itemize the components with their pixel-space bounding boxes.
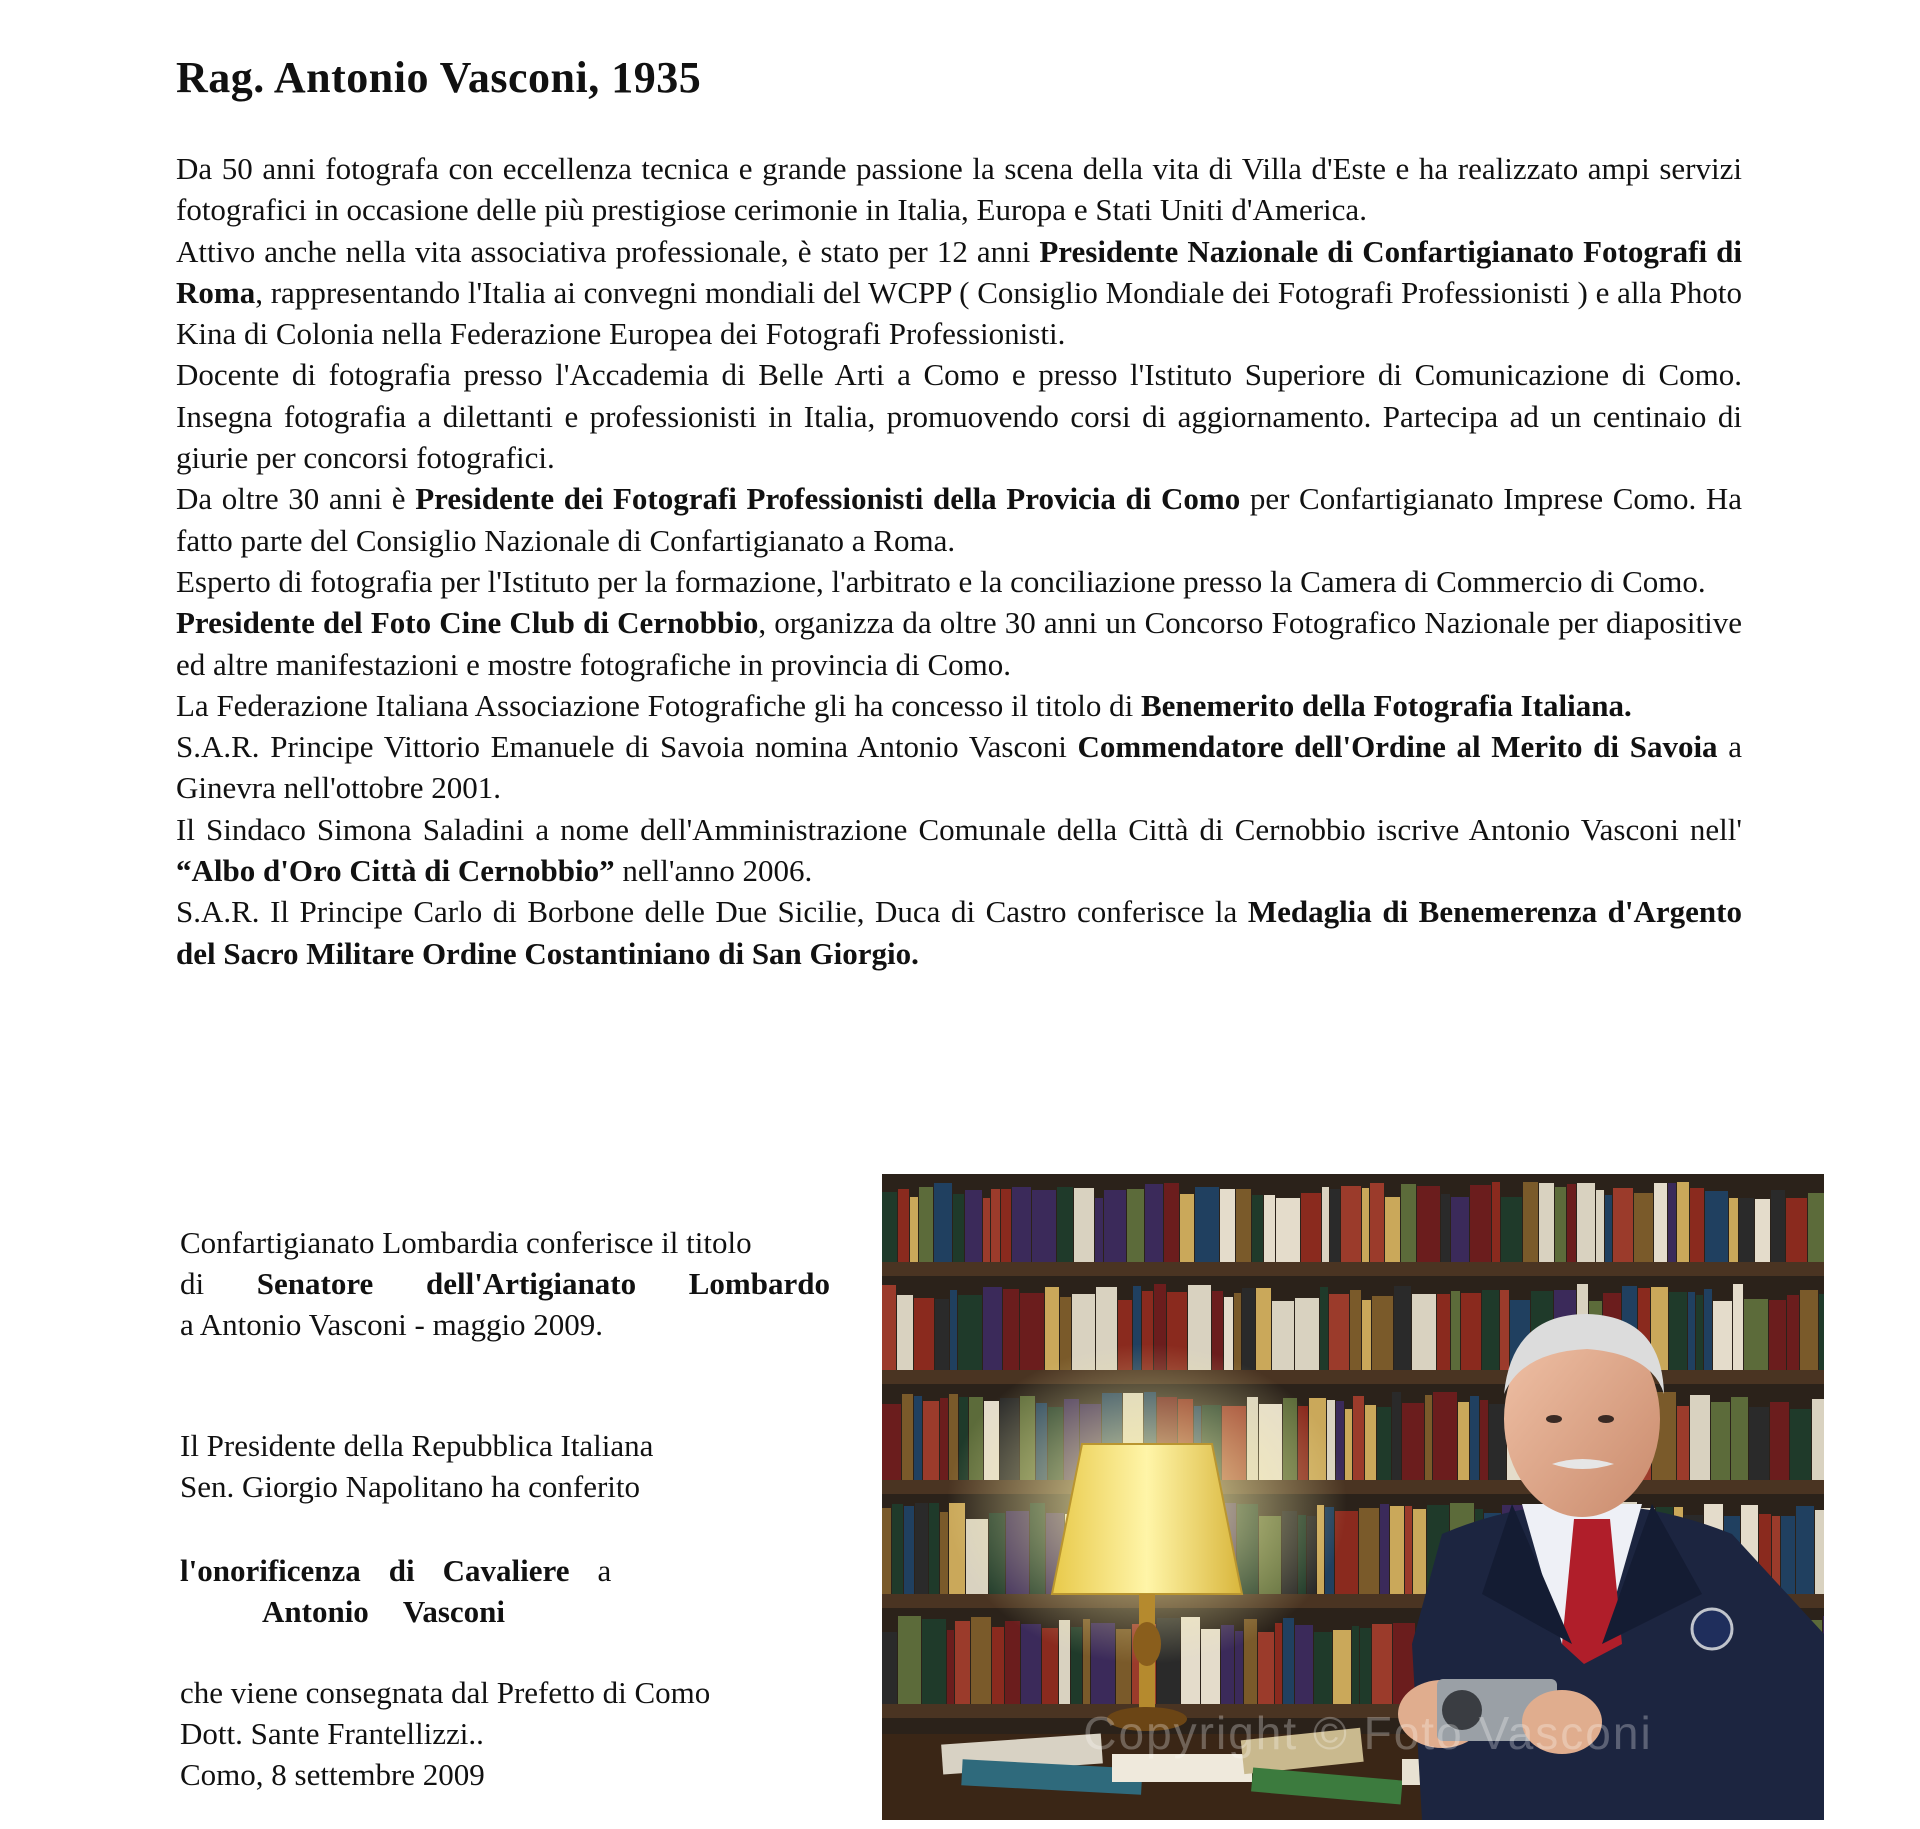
book-spine [882, 1508, 891, 1594]
bio-paragraph: Da 50 anni fotografa con eccellenza tecnica e grande passione la scena della vita di Villa d'Este e ha realizzato ampi servizi fotografici in occasione delle più prestigiose cerimonie in Italia, Europa e Stati Uniti d'America. [176, 151, 1742, 228]
bio-paragraph: S.A.R. Il Principe Carlo di Borbone delle Due Sicilie, Duca di Castro conferisce la Medaglia di Benemerenza d'Argento del Sacro Militare Ordine Costantiniano di San Giorgio. [176, 894, 1742, 971]
book-spine [991, 1189, 1000, 1262]
book-spine [1164, 1183, 1179, 1262]
book-spine [1256, 1288, 1271, 1370]
book-spine [1781, 1516, 1795, 1594]
book-spine [902, 1394, 913, 1480]
book-spine [1492, 1182, 1500, 1262]
cavaliere-title-line: l'onorificenza di Cavaliere a [180, 1553, 612, 1588]
book-spine [1320, 1287, 1328, 1370]
book-spine [1755, 1199, 1770, 1262]
book-spine [1057, 1187, 1073, 1262]
book-spine [1769, 1300, 1786, 1370]
book-spine [1413, 1509, 1426, 1594]
prefetto-line: Como, 8 settembre 2009 [180, 1757, 485, 1792]
book-spine [1480, 1400, 1488, 1480]
book-spine [882, 1632, 897, 1704]
page-title: Rag. Antonio Vasconi, 1935 [176, 53, 702, 102]
book-spine [1180, 1194, 1194, 1262]
book-spine [1258, 1632, 1274, 1704]
book-spine [1458, 1402, 1469, 1480]
book-spine [992, 1627, 1004, 1704]
book-spine [1329, 1294, 1349, 1370]
book-spine [1341, 1186, 1361, 1262]
book-spine [1796, 1506, 1814, 1594]
book-spine [1359, 1508, 1379, 1594]
book-spine [1360, 1628, 1371, 1704]
book-spine [953, 1194, 964, 1262]
book-spine [1127, 1189, 1144, 1262]
book-spine [1489, 1404, 1506, 1480]
book-spine [1690, 1395, 1710, 1480]
book-spine [1808, 1193, 1824, 1262]
book-spine [1020, 1293, 1044, 1370]
book-spine [1800, 1290, 1818, 1370]
book-spine [1405, 1506, 1412, 1594]
book-spine [1394, 1286, 1411, 1370]
book-spine [935, 1299, 949, 1370]
book-spine [1669, 1292, 1687, 1370]
book-spine [1275, 1623, 1282, 1704]
book-spine [919, 1187, 933, 1262]
book-spine [983, 1198, 990, 1262]
book-spine [1401, 1184, 1416, 1262]
book-spine [1295, 1298, 1319, 1370]
book-spine [910, 1197, 918, 1262]
book-spine [898, 1616, 921, 1704]
book-spine [1314, 1632, 1332, 1704]
book-spine [1045, 1287, 1059, 1370]
prefetto-line: Dott. Sante Frantellizzi.. [180, 1716, 484, 1751]
book-spine [1220, 1189, 1235, 1262]
book-spine [1790, 1409, 1811, 1480]
book-spine [1362, 1188, 1369, 1262]
cavaliere-section [180, 1550, 860, 1632]
book-spine [1786, 1198, 1807, 1262]
bio-paragraph: Da oltre 30 anni è Presidente dei Fotografi Professionisti della Provicia di Como per Confartigianato Imprese Como. Ha fatto parte del Consiglio Nazionale di Confartigianato a Roma. [176, 481, 1742, 558]
book-spine [923, 1401, 939, 1480]
book-spine [1713, 1301, 1732, 1370]
book-spine [1613, 1188, 1633, 1262]
book-spine [1555, 1187, 1566, 1262]
book-spine [922, 1619, 946, 1704]
book-spine [1815, 1510, 1824, 1594]
book-spine [1654, 1183, 1667, 1262]
book-spine [892, 1504, 903, 1594]
book-spine [1242, 1288, 1255, 1370]
book-spine [1787, 1295, 1799, 1370]
book-spine [1362, 1300, 1371, 1370]
book-spine [971, 1617, 991, 1704]
book-spine [1605, 1195, 1612, 1262]
book-spine [1771, 1190, 1785, 1262]
book-spine [983, 1287, 1002, 1370]
book-spine [965, 1190, 982, 1262]
book-spine [1372, 1624, 1392, 1704]
book-spine [1711, 1402, 1730, 1480]
book-spine [1744, 1299, 1768, 1370]
book-spine [958, 1295, 982, 1370]
presidente-line: Il Presidente della Repubblica Italiana [180, 1428, 654, 1463]
book-spine [1412, 1294, 1436, 1370]
book-spine [1668, 1183, 1676, 1262]
book-spine [1074, 1188, 1094, 1262]
book-spine [1352, 1626, 1359, 1704]
book-spine [1433, 1392, 1457, 1480]
book-spine [1470, 1185, 1491, 1262]
book-spine [1461, 1293, 1481, 1370]
book-spine [1417, 1186, 1440, 1262]
book-spine [1482, 1290, 1499, 1370]
book-spine [1596, 1190, 1604, 1262]
book-spine [1283, 1618, 1294, 1704]
book-spine [1264, 1195, 1275, 1262]
book-spine [915, 1503, 928, 1594]
book-spine [898, 1189, 909, 1262]
book-spine [1770, 1402, 1789, 1480]
book-spine [1402, 1403, 1424, 1480]
book-spine [1330, 1189, 1340, 1262]
book-spine [1696, 1295, 1703, 1370]
bio-paragraph: Esperto di fotografia per l'Istituto per la formazione, l'arbitrato e la conciliazione presso la Camera di Commercio di Como. [176, 563, 1706, 599]
book-spine [1567, 1184, 1576, 1262]
book-spine [947, 1630, 954, 1704]
bio-paragraph: Presidente del Foto Cine Club di Cernobbio, organizza da oltre 30 anni un Concorso Fotografico Nazionale per diapositive ed altre manifestazioni e mostre fotografiche in provincia di Como. [176, 605, 1742, 682]
book-spine [1003, 1289, 1019, 1370]
book-spine [1634, 1193, 1653, 1262]
bio-paragraph: S.A.R. Principe Vittorio Emanuele di Savoia nomina Antonio Vasconi Commendatore dell'Ordine al Merito di Savoia a Ginevra nell'ottobre 2001. [176, 729, 1742, 806]
book-spine [1345, 1409, 1352, 1480]
book-spine [1451, 1291, 1460, 1370]
book-spine [1252, 1195, 1263, 1262]
senatore-line: Confartigianato Lombardia conferisce il titolo [180, 1225, 752, 1260]
book-spine [1295, 1625, 1313, 1704]
photo-watermark: Copyright © Foto Vasconi [1083, 1707, 1653, 1759]
book-spine [1301, 1193, 1321, 1262]
book-spine [1234, 1293, 1241, 1370]
book-spine [934, 1183, 952, 1262]
book-spine [1819, 1294, 1824, 1370]
book-spine [1272, 1301, 1294, 1370]
book-spine [1005, 1621, 1020, 1704]
book-spine [1733, 1284, 1743, 1370]
bio-paragraph: Il Sindaco Simona Saladini a nome dell'Amministrazione Comunale della Città di Cernobbio iscrive Antonio Vasconi nell' “Albo d'Oro Città di Cernobbio” nell'anno 2006. [176, 811, 1742, 889]
book-spine [1812, 1399, 1824, 1480]
book-spine [1500, 1290, 1509, 1370]
book-spine [1731, 1397, 1748, 1480]
book-spine [929, 1503, 939, 1594]
book-spine [1390, 1506, 1404, 1594]
book-spine [1001, 1189, 1011, 1262]
bio-paragraph: Attivo anche nella vita associativa professionale, è stato per 12 anni Presidente Nazionale di Confartigianato Fotografi di Roma, rappresentando l'Italia ai convegni mondiali del WCPP ( Consiglio Mondiale dei Fotografi Professionisti ) e alla Photo Kina di Colonia nella Federazione Europea dei Fotografi Professionisti. [176, 233, 1742, 352]
senatore-line: a Antonio Vasconi - maggio 2009. [180, 1307, 604, 1342]
book-spine [940, 1398, 948, 1480]
book-spine [914, 1396, 922, 1480]
book-spine [1322, 1187, 1329, 1262]
book-spine [1032, 1190, 1056, 1262]
book-spine [950, 1290, 957, 1370]
portrait-photo [882, 1174, 1824, 1820]
book-spine [955, 1621, 970, 1704]
book-spine [1425, 1395, 1432, 1480]
book-spine [1104, 1190, 1126, 1262]
book-spine [1365, 1405, 1376, 1480]
book-spine [1385, 1197, 1400, 1262]
senatore-title-line: di Senatore dell'Artigianato Lombardo [180, 1266, 830, 1301]
cavaliere-name-line: Antonio Vasconi [262, 1594, 506, 1629]
book-spine [897, 1295, 913, 1370]
book-spine [1451, 1197, 1469, 1262]
book-spine [1523, 1182, 1538, 1262]
book-spine [1333, 1630, 1351, 1704]
book-spine [1749, 1407, 1769, 1480]
prefetto-line: che viene consegnata dal Prefetto di Como [180, 1675, 711, 1710]
book-spine [1729, 1198, 1738, 1262]
book-spine [1377, 1407, 1391, 1480]
book-spine [1437, 1294, 1450, 1370]
book-spine [882, 1404, 901, 1480]
book-spine [1372, 1296, 1393, 1370]
book-spine [1704, 1289, 1712, 1370]
book-spine [882, 1285, 896, 1370]
book-spine [1441, 1194, 1450, 1262]
book-spine [1392, 1392, 1401, 1480]
book-spine [1739, 1198, 1754, 1262]
book-spine [1539, 1183, 1554, 1262]
book-spine [882, 1192, 897, 1262]
presidente-line: Sen. Giorgio Napolitano ha conferito [180, 1469, 641, 1504]
book-spine [1236, 1189, 1251, 1262]
book-spine [1577, 1183, 1595, 1262]
book-spine [1276, 1198, 1300, 1262]
book-spine [1501, 1197, 1522, 1262]
senatore-section [180, 1222, 860, 1345]
biography [176, 148, 1742, 974]
book-spine [904, 1506, 914, 1594]
book-spine [1677, 1182, 1689, 1262]
prefetto-section [180, 1672, 860, 1795]
bio-paragraph: Docente di fotografia presso l'Accademia di Belle Arti a Como e presso l'Istituto Superiore di Comunicazione di Como. Insegna fotografia a dilettanti e professionisti in Italia, promuovendo corsi di aggiornamento. Partecipa ad un centinaio di giurie per concorsi fotografici. [176, 357, 1742, 476]
book-spine [1350, 1290, 1361, 1370]
book-spine [1195, 1187, 1219, 1262]
book-spine [940, 1512, 948, 1594]
book-spine [1145, 1184, 1163, 1262]
book-spine [1353, 1396, 1364, 1480]
book-spine [1705, 1191, 1728, 1262]
book-spine [1012, 1187, 1031, 1262]
book-spine [1677, 1406, 1689, 1480]
book-spine [1688, 1292, 1695, 1370]
book-spine [1370, 1183, 1384, 1262]
book-spine [1095, 1198, 1103, 1262]
book-spine [914, 1298, 934, 1370]
bio-paragraph: La Federazione Italiana Associazione Fotografiche gli ha concesso il titolo di Benemerito della Fotografia Italiana. [176, 687, 1632, 723]
book-spine [1690, 1188, 1704, 1262]
book-spine [1380, 1504, 1389, 1594]
presidente-section [180, 1425, 860, 1507]
book-spine [1470, 1396, 1479, 1480]
